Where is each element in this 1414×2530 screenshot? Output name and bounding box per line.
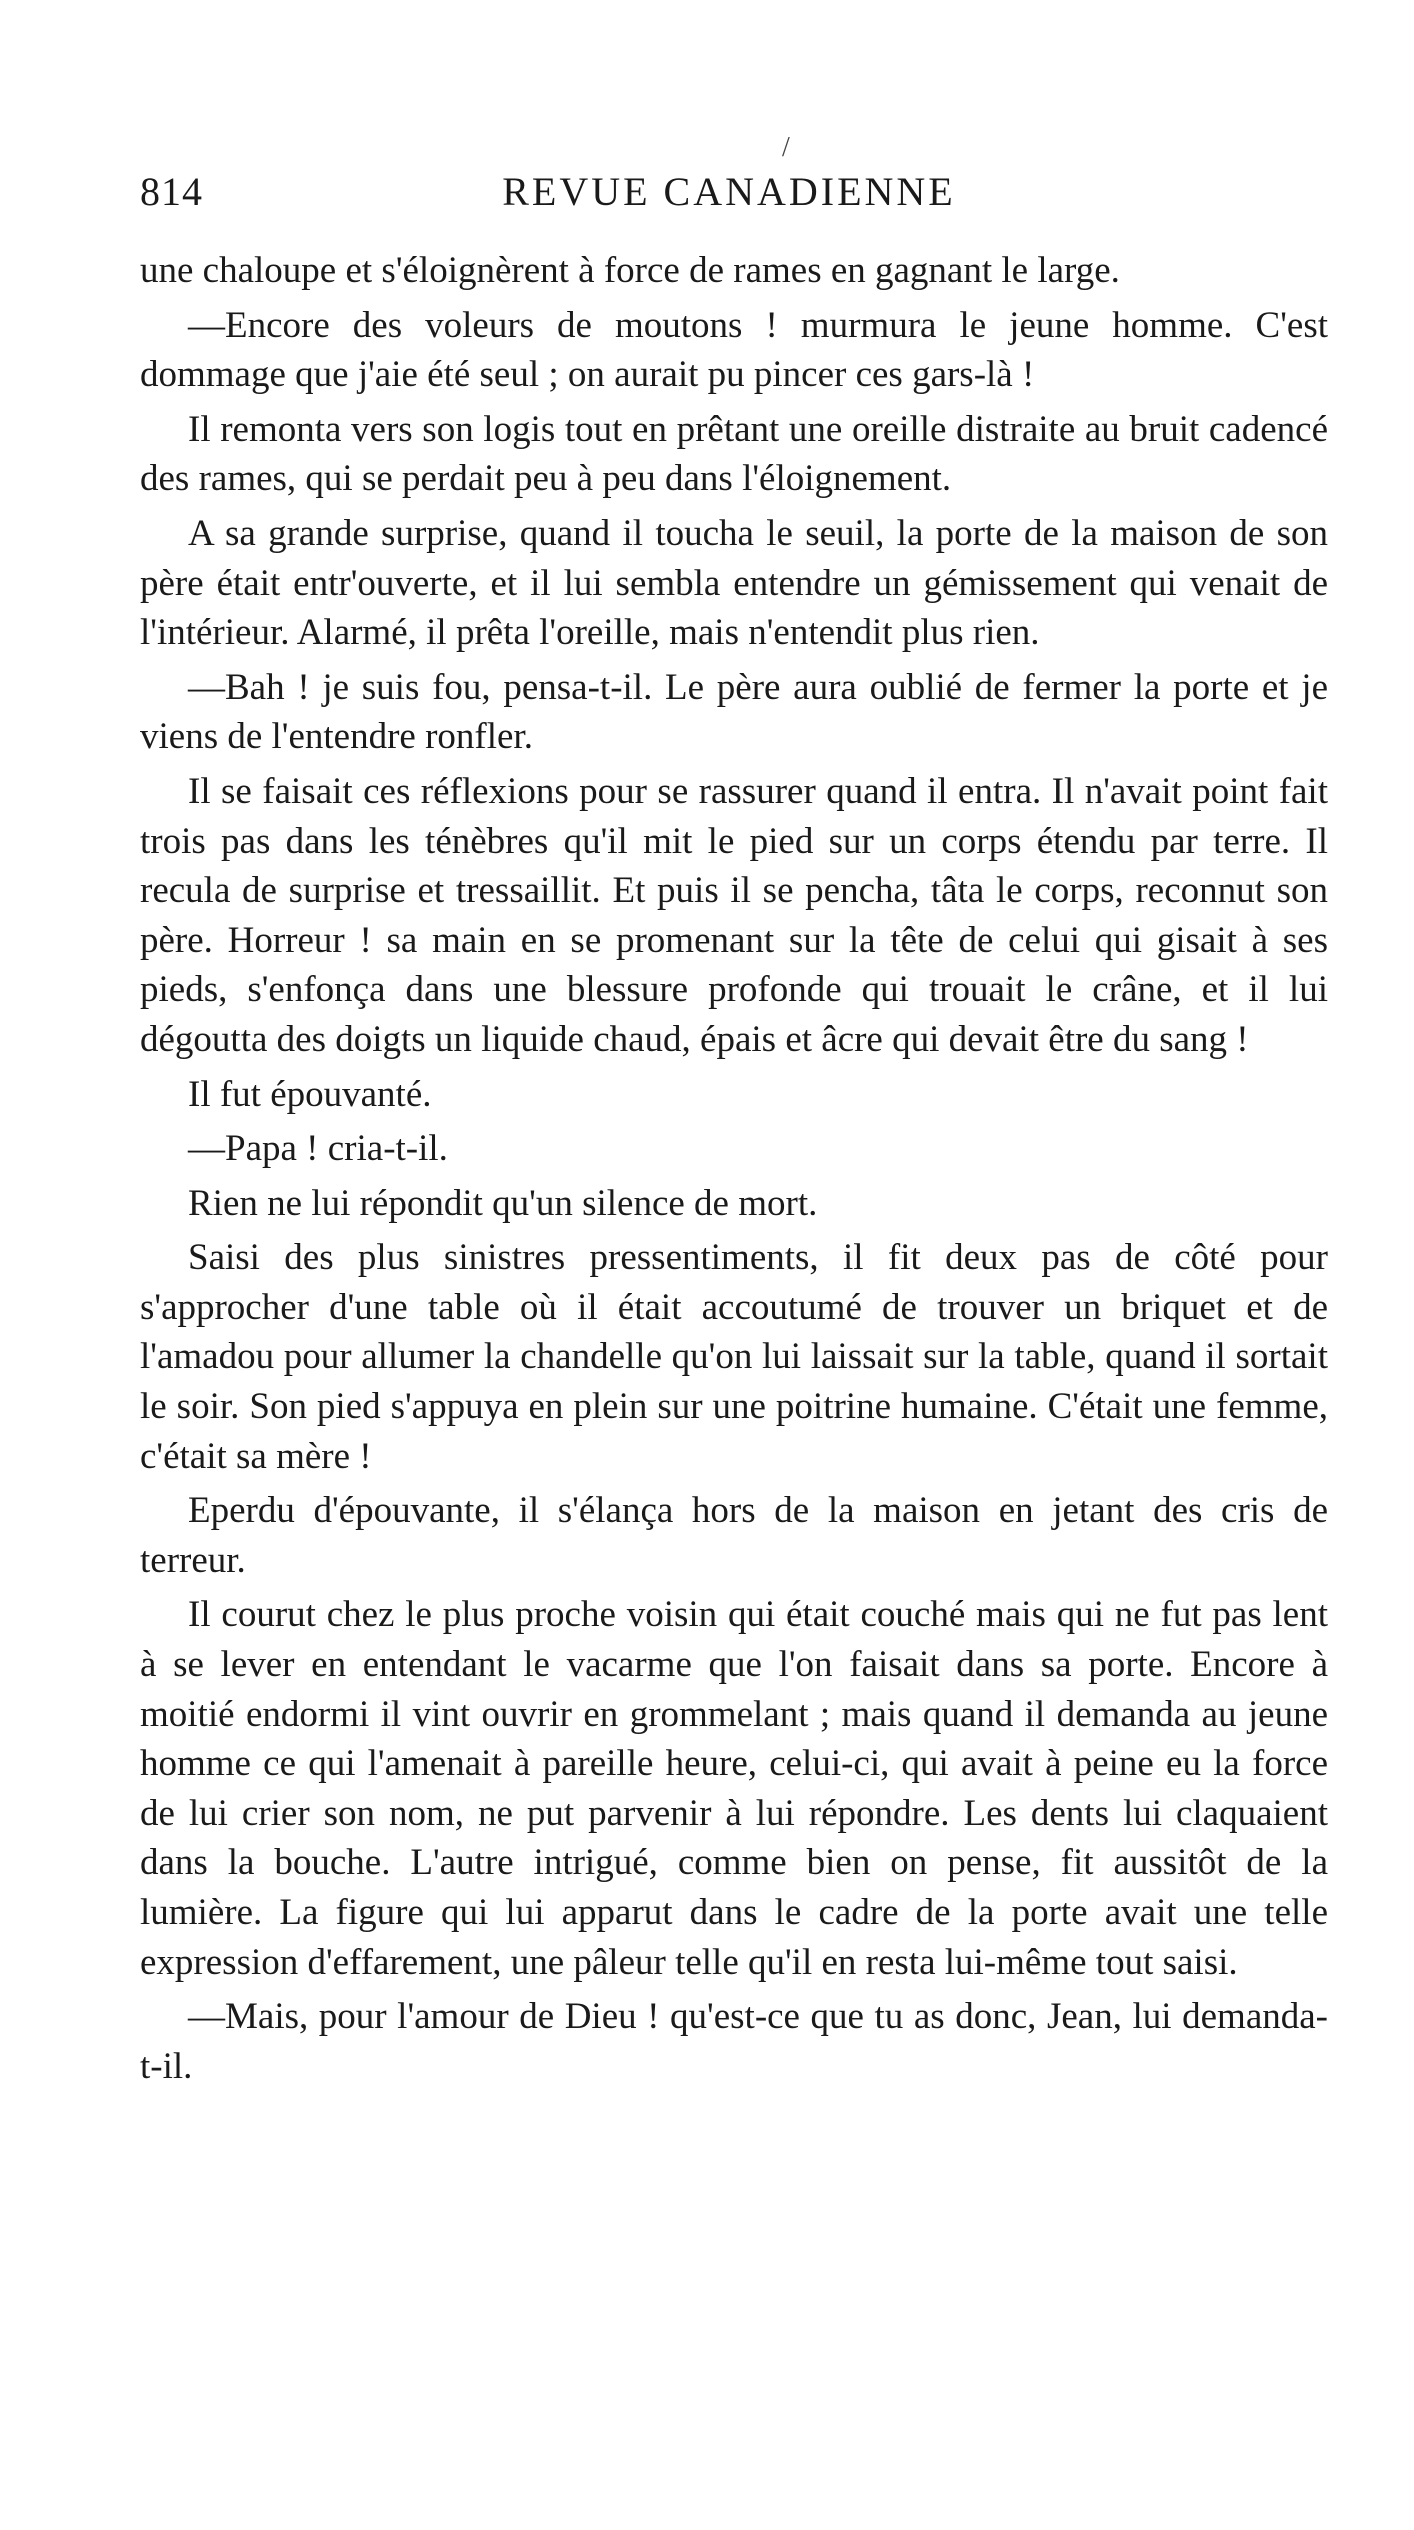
running-title: REVUE CANADIENNE xyxy=(502,169,956,214)
paragraph: Il courut chez le plus proche voisin qui était couché mais qui ne fut pas lent à se lever en entendant le vacarme que l'on faisait dans sa porte. Encore à moitié endormi il vint ouvrir en grommelant ; mais quand il demanda au jeune homme ce qui l'amenait à pareille heure, celui-ci, qui avait à peine eu la force de lui crier son nom, ne put parvenir à lui répondre. Les dents lui claquaient dans la bouche. L'autre intrigué, comme bien on pense, fit aussitôt de la lumière. La figure qui lui apparut dans le cadre de la porte avait une telle expression d'effarement, une pâleur telle qu'il en resta lui-même tout saisi. xyxy=(140,1594,1328,1983)
page-number: 814 xyxy=(140,169,203,214)
body-text xyxy=(140,246,1328,2096)
paragraph: A sa grande surprise, quand il toucha le seuil, la porte de la maison de son père était entr'ouverte, et il lui sembla entendre un gémissement qui venait de l'intérieur. Alarmé, il prêta l'oreille, mais n'entendit plus rien. xyxy=(140,512,1328,654)
paragraph: —Encore des voleurs de moutons ! murmura le jeune homme. C'est dommage que j'aie été seul ; on aurait pu pincer ces gars-là ! xyxy=(140,304,1328,396)
page-header xyxy=(140,168,1318,224)
paragraph: Eperdu d'épouvante, il s'élança hors de la maison en jetant des cris de terreur. xyxy=(140,1490,1328,1581)
paragraph: —Mais, pour l'amour de Dieu ! qu'est-ce que tu as donc, Jean, lui demanda-t-il. xyxy=(140,1996,1328,2087)
paragraph: —Bah ! je suis fou, pensa-t-il. Le père aura oublié de fermer la porte et je viens de l'entendre ronfler. xyxy=(140,666,1328,758)
margin-mark: / xyxy=(782,132,790,163)
paragraph: —Papa ! cria-t-il. xyxy=(188,1128,448,1170)
paragraph: Saisi des plus sinistres pressentiments, il fit deux pas de côté pour s'approcher d'une table où il était accoutumé de trouver un briquet et de l'amadou pour allumer la chandelle qu'on lui laissait sur la table, quand il sortait le soir. Son pied s'appuya en plein sur une poitrine humaine. C'était une femme, c'était sa mère ! xyxy=(140,1237,1328,1477)
paragraph: Rien ne lui répondit qu'un silence de mort. xyxy=(188,1182,818,1224)
paragraph: Il remonta vers son logis tout en prêtant une oreille distraite au bruit cadencé des rames, qui se perdait peu à peu dans l'éloignement. xyxy=(140,408,1328,500)
paragraph: Il fut épouvanté. xyxy=(188,1073,432,1115)
paragraph: Il se faisait ces réflexions pour se rassurer quand il entra. Il n'avait point fait trois pas dans les ténèbres qu'il mit le pied sur un corps étendu par terre. Il recula de surprise et tressaillit. Et puis il se pencha, tâta le corps, reconnut son père. Horreur ! sa main en se promenant sur la tête de celui qui gisait à ses pieds, s'enfonça dans une blessure profonde qui trouait le crâne, et il lui dégoutta des doigts un liquide chaud, épais et âcre qui devait être du sang ! xyxy=(140,770,1328,1060)
paragraph: une chaloupe et s'éloignèrent à force de rames en gagnant le large. xyxy=(140,250,1120,291)
